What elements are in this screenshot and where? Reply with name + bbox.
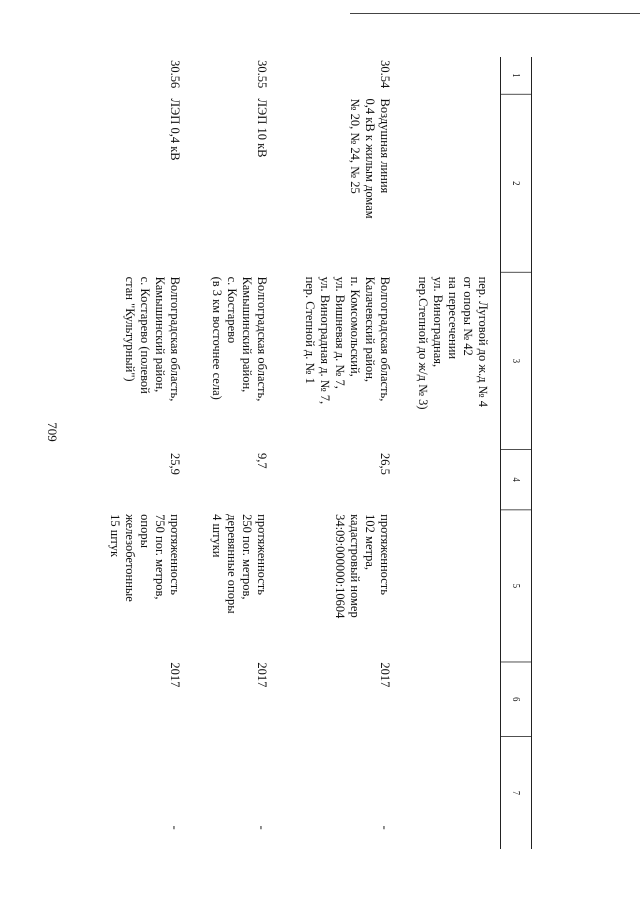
top-rule bbox=[350, 13, 640, 14]
column-header-6: 6 bbox=[501, 662, 531, 736]
characteristics-cell: протяженность 102 метра, кадастровый номер 34:09:000000:10604 bbox=[333, 514, 392, 619]
value-cell: 26,5 bbox=[378, 453, 392, 475]
value-cell: 9,7 bbox=[255, 453, 269, 469]
value-cell: 25,9 bbox=[168, 453, 182, 475]
address-cell: Волгоградская область, Камышинский район, с. Костарево (полевой стан "Культурный") bbox=[123, 276, 182, 402]
note-cell: - bbox=[378, 825, 392, 830]
characteristics-cell: протяженность 250 пог. метров, деревянные опоры 4 штуки bbox=[210, 514, 269, 614]
address-cell: пер. Луговой до ж.д № 4 от опоры № 42 на пересечении ул. Виноградная, пер.Степной до ж/д № 3) bbox=[416, 276, 490, 410]
column-header-3: 3 bbox=[501, 272, 531, 449]
address-cell: Волгоградская область, Камышинский район, с. Костарево (в 3 км восточнее села) bbox=[210, 276, 269, 402]
characteristics-cell: протяженность 750 пог. метров, опоры железобетонные 15 штук bbox=[108, 514, 182, 602]
year-cell: 2017 bbox=[378, 662, 392, 688]
page-number: 709 bbox=[45, 422, 60, 442]
row-number-cell: 30.55 bbox=[255, 60, 269, 89]
column-header-2: 2 bbox=[501, 94, 531, 272]
name-cell: Воздушная линия 0,4 кВ к жилым домам № 20, № 24, № 25 bbox=[348, 98, 392, 219]
property-table bbox=[84, 57, 532, 849]
column-header-1: 1 bbox=[510, 73, 522, 78]
address-cell: Волгоградская область, Калачевский район, п. Комсомольский, ул. Вишневая д. № 7, ул. Виноградная д. № 7, пер. Степной д. № 1 bbox=[303, 276, 392, 405]
table-header-row bbox=[500, 57, 532, 849]
column-header-5: 5 bbox=[501, 509, 531, 661]
column-header-7: 7 bbox=[501, 736, 531, 849]
year-cell: 2017 bbox=[168, 662, 182, 688]
year-cell: 2017 bbox=[255, 662, 269, 688]
row-number-cell: 30.56 bbox=[168, 60, 182, 89]
row-number-cell: 30.54 bbox=[378, 60, 392, 89]
note-cell: - bbox=[255, 825, 269, 830]
column-header-4: 4 bbox=[501, 449, 531, 509]
name-cell: ЛЭП 10 кВ bbox=[255, 98, 269, 158]
note-cell: - bbox=[168, 825, 182, 830]
name-cell: ЛЭП 0,4 кВ bbox=[168, 98, 182, 161]
